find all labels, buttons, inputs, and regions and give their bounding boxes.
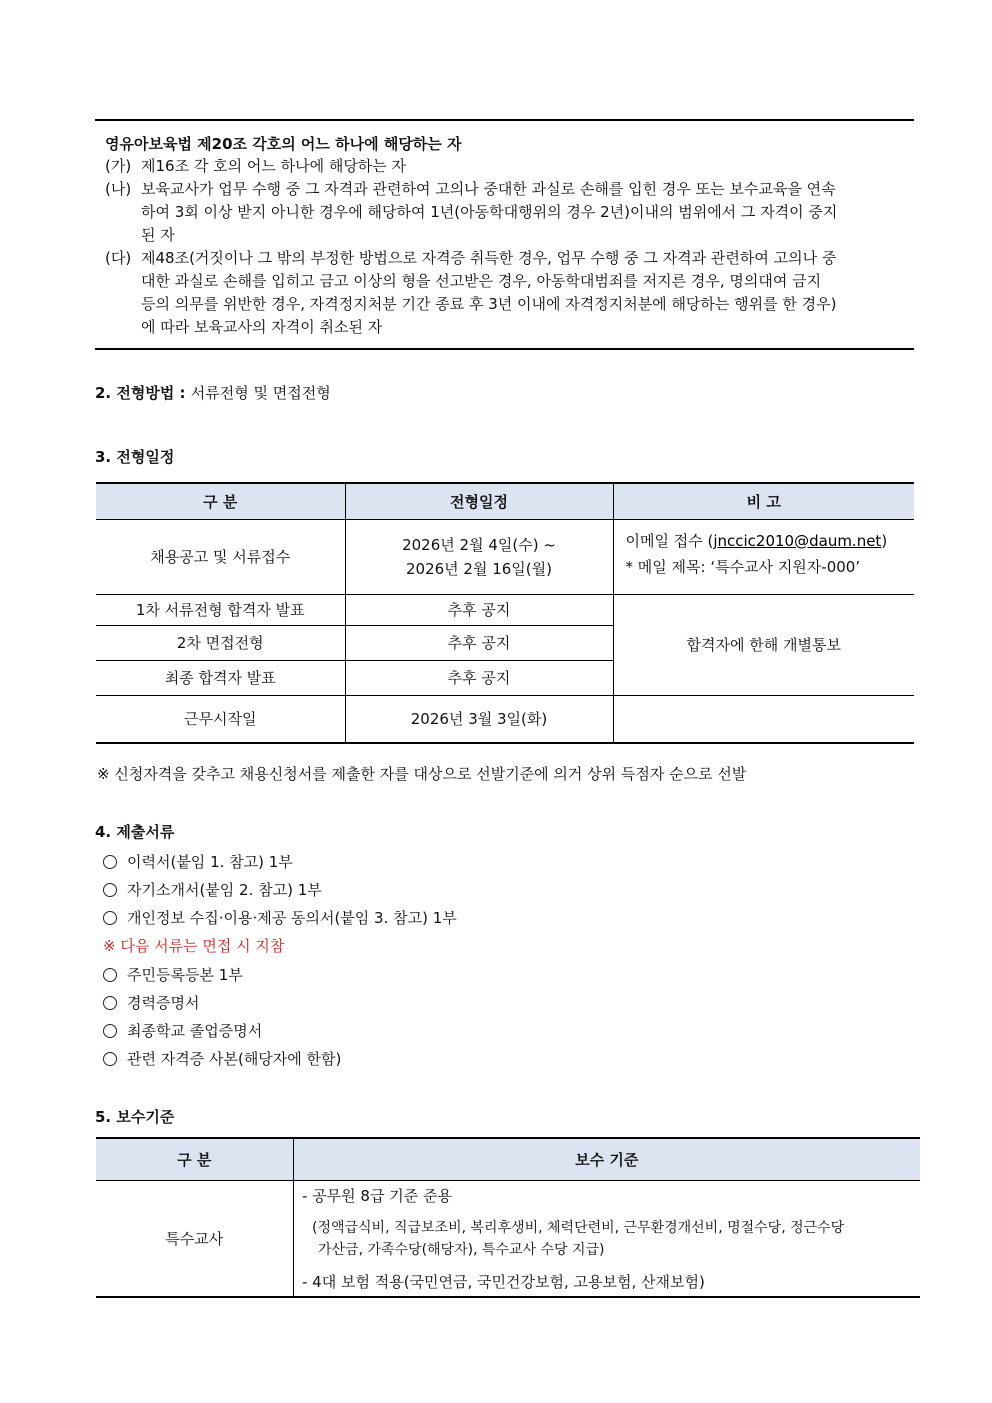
item-line: 하여 3회 이상 받지 아니한 경우에 해당하여 1년(아동학대행위의 경우 2년)이내의 범위에서 그 자격이 중지 [141, 203, 838, 221]
document-item-text: 관련 자격증 사본(해당자에 한함) [127, 1050, 342, 1068]
pay-line-allowances [312, 1217, 912, 1261]
qualification-box [95, 119, 914, 350]
row-date: 추후 공지 [345, 594, 613, 625]
row-date: 2026년 3월 3일(화) [345, 695, 613, 743]
row-note [613, 519, 914, 594]
date-line: 2026년 2월 4일(수) ~ [402, 535, 556, 554]
mail-subject-note: * 메일 제목: ‘특수교사 지원자-000’ [625, 557, 861, 576]
document-item [103, 1048, 341, 1069]
section-2-heading: 2. 전형방법 [95, 384, 175, 402]
circle-bullet-icon [103, 996, 117, 1010]
schedule-table [96, 482, 914, 744]
circle-bullet-icon [103, 911, 117, 925]
item-marker: (다) [105, 249, 132, 267]
circle-bullet-icon [103, 883, 117, 897]
allowance-line: (정액급식비, 직급보조비, 복리후생비, 체력단련비, 근무환경개선비, 명절수당, 정근수당 [312, 1220, 845, 1236]
item-line: 된 자 [141, 226, 175, 244]
row-label: 최종 합격자 발표 [96, 660, 345, 695]
header-remarks: 비 고 [613, 483, 914, 519]
row-label: 근무시작일 [96, 695, 345, 743]
document-item-text: 자기소개서(붙임 2. 참고) 1부 [127, 881, 322, 899]
document-item-text: 개인정보 수집·이용·제공 동의서(붙임 3. 참고) 1부 [127, 909, 457, 927]
schedule-footnote: ※ 신청자격을 갖추고 채용신청서를 제출한 자를 대상으로 선발기준에 의거 상위 득점자 순으로 선발 [97, 765, 747, 783]
circle-bullet-icon [103, 968, 117, 982]
item-line: 등의 의무를 위반한 경우, 자격정지처분 기간 종료 후 3년 이내에 자격정지처분에 해당하는 행위를 한 경우) [141, 295, 837, 313]
document-item-text: 경력증명서 [127, 994, 200, 1012]
pay-line-insurance: - 4대 보험 적용(국민연금, 국민건강보험, 고용보험, 산재보험) [302, 1273, 705, 1291]
section-4-heading: 4. 제출서류 [95, 823, 175, 841]
header-category: 구 분 [96, 1138, 293, 1180]
section-3-heading: 3. 전형일정 [95, 448, 175, 466]
header-pay-standard: 보수 기준 [293, 1138, 920, 1180]
document-item [103, 1020, 262, 1041]
item-line: 대한 과실로 손해를 입히고 금고 이상의 형을 선고받은 경우, 아동학대범죄를 저지른 경우, 명의대여 금지 [141, 272, 822, 290]
document-item-text: 최종학교 졸업증명서 [127, 1022, 263, 1040]
allowance-line: 가산금, 가족수당(해당자), 특수교사 수당 지급) [318, 1242, 605, 1258]
merged-note: 합격자에 한해 개별통보 [613, 594, 914, 695]
header-schedule: 전형일정 [345, 483, 613, 519]
item-marker: (나) [105, 180, 132, 198]
row-label: 특수교사 [96, 1180, 293, 1297]
item-line: 제16조 각 호의 어느 하나에 해당하는 자 [141, 157, 407, 175]
row-label: 1차 서류전형 합격자 발표 [96, 594, 345, 625]
document-item [103, 907, 457, 928]
qualification-item-na [105, 178, 903, 247]
pay-line-base: - 공무원 8급 기준 준용 [302, 1187, 452, 1205]
row-note [613, 695, 914, 743]
document-item [103, 879, 322, 900]
note-prefix: 이메일 접수 ( [625, 531, 714, 550]
table-row [96, 594, 914, 625]
section-5-heading: 5. 보수기준 [95, 1108, 175, 1126]
document-item [103, 964, 243, 985]
table-row [96, 695, 914, 743]
row-date: 추후 공지 [345, 660, 613, 695]
email-link[interactable]: jnccic2010@daum.net [713, 531, 882, 550]
header-category: 구 분 [96, 483, 345, 519]
table-row [96, 519, 914, 594]
row-date: 추후 공지 [345, 625, 613, 660]
section-2-value: 서류전형 및 면접전형 [190, 384, 331, 402]
item-line: 보육교사가 업무 수행 중 그 자격과 관련하여 고의나 중대한 과실로 손해를 입힌 경우 또는 보수교육을 연속 [141, 180, 836, 198]
document-item-text: 주민등록등본 1부 [127, 966, 243, 984]
document-item [103, 851, 293, 872]
note-suffix: ) [881, 531, 888, 550]
qualification-item-da [105, 247, 903, 339]
section-2 [95, 382, 331, 403]
circle-bullet-icon [103, 855, 117, 869]
email-note [626, 528, 914, 554]
item-marker: (가) [105, 157, 132, 175]
interview-note: ※ 다음 서류는 면접 시 지참 [103, 937, 285, 955]
qualification-item-ga [105, 155, 903, 178]
qualification-title: 영유아보육법 제20조 각호의 어느 하나에 해당하는 자 [105, 135, 462, 153]
row-label: 2차 면접전형 [96, 625, 345, 660]
row-date [345, 519, 613, 594]
item-line: 에 따라 보육교사의 자격이 취소된 자 [141, 318, 383, 336]
document-item [103, 992, 199, 1013]
section-2-separator: : [174, 384, 191, 402]
document-item-text: 이력서(붙임 1. 참고) 1부 [127, 853, 293, 871]
circle-bullet-icon [103, 1024, 117, 1038]
circle-bullet-icon [103, 1052, 117, 1066]
row-label: 채용공고 및 서류접수 [96, 519, 345, 594]
date-line: 2026년 2월 16일(월) [405, 559, 552, 578]
item-line: 제48조(거짓이나 그 밖의 부정한 방법으로 자격증 취득한 경우, 업무 수행 중 그 자격과 관련하여 고의나 중 [141, 249, 837, 267]
